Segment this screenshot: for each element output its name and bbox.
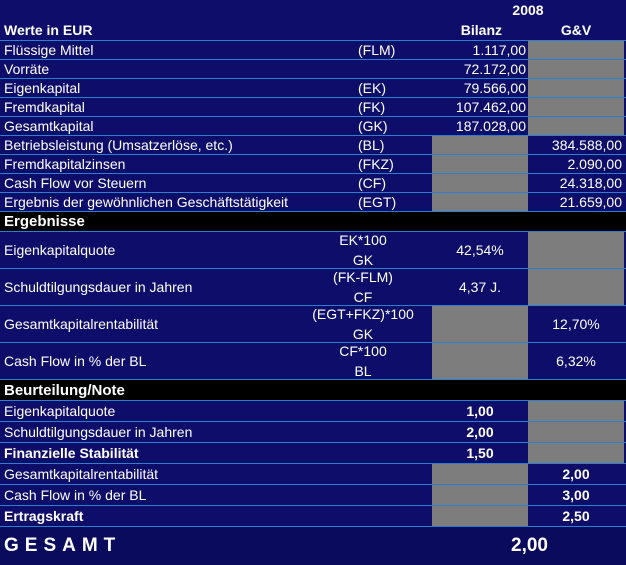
total-label: GESAMT — [4, 535, 122, 556]
guv-grade-cell[interactable] — [528, 401, 624, 421]
ratio-row — [0, 343, 626, 380]
row-label: Gesamtkapital — [4, 118, 94, 134]
guv-value-cell[interactable]: 21.659,00 — [559, 194, 622, 210]
section-header-beurteilung — [0, 380, 626, 401]
bilanz-value-cell[interactable]: 1.117,00 — [472, 42, 526, 58]
formula-denominator: BL — [354, 363, 372, 379]
grade-row — [0, 506, 626, 527]
header-columns-row — [0, 20, 626, 41]
guv-header: G&V — [560, 22, 592, 38]
grade-row — [0, 485, 626, 506]
bilanz-value-cell[interactable] — [432, 174, 528, 192]
row-abbreviation: (FKZ) — [358, 156, 394, 172]
data-row — [0, 155, 626, 174]
bilanz-result-cell[interactable] — [432, 343, 528, 379]
data-row — [0, 98, 626, 117]
formula-denominator: CF — [353, 289, 373, 305]
row-abbreviation: (FK) — [358, 99, 386, 115]
ratio-row — [0, 306, 626, 343]
bilanz-grade-cell[interactable] — [432, 464, 528, 484]
formula-numerator: CF*100 — [339, 343, 387, 359]
bilanz-result-cell[interactable] — [432, 306, 528, 342]
row-label: Fremdkapital — [4, 99, 85, 115]
guv-value-cell[interactable]: 384.588,00 — [551, 137, 622, 153]
bilanz-grade-cell[interactable]: 1,00 — [466, 403, 494, 419]
grade-row — [0, 422, 626, 443]
formula-numerator: (EGT+FKZ)*100 — [312, 306, 414, 322]
formula-denominator: GK — [352, 252, 374, 268]
guv-value-cell[interactable]: 24.318,00 — [559, 175, 622, 191]
row-label: Flüssige Mittel — [4, 42, 94, 58]
formula-fraction — [312, 269, 414, 305]
formula-numerator: EK*100 — [339, 232, 387, 248]
guv-value-cell[interactable] — [528, 60, 624, 78]
formula-denominator: GK — [352, 326, 374, 342]
data-row — [0, 117, 626, 136]
guv-value-cell[interactable] — [528, 79, 624, 97]
data-row — [0, 174, 626, 193]
ratio-label: Eigenkapitalquote — [4, 242, 116, 258]
ratio-label: Schuldtilgungsdauer in Jahren — [4, 279, 193, 295]
data-row — [0, 60, 626, 79]
row-abbreviation: (EK) — [358, 80, 386, 96]
grade-row — [0, 443, 626, 464]
unit-label: Werte in EUR — [4, 22, 93, 38]
data-row — [0, 136, 626, 155]
total-value[interactable]: 2,00 — [511, 535, 548, 556]
grade-label: Schuldtilgungsdauer in Jahren — [4, 424, 193, 440]
grade-row — [0, 464, 626, 485]
bilanz-value-cell[interactable]: 72.172,00 — [463, 61, 526, 77]
row-abbreviation: (BL) — [358, 137, 385, 153]
guv-value-cell[interactable]: 2.090,00 — [567, 156, 622, 172]
data-row — [0, 193, 626, 212]
data-row — [0, 41, 626, 60]
guv-grade-cell[interactable]: 2,00 — [562, 466, 590, 482]
bilanz-result-cell[interactable]: 42,54% — [456, 242, 504, 258]
grade-label: Ertragskraft — [4, 508, 84, 524]
bilanz-grade-cell[interactable] — [432, 506, 528, 526]
bilanz-grade-cell[interactable] — [432, 485, 528, 505]
header-year-row — [0, 0, 626, 20]
data-row — [0, 79, 626, 98]
guv-value-cell[interactable] — [528, 41, 624, 59]
section-title: Beurteilung/Note — [4, 381, 125, 399]
guv-result-cell[interactable] — [528, 269, 624, 305]
ratio-row — [0, 232, 626, 269]
guv-value-cell[interactable] — [528, 117, 624, 135]
grade-label: Gesamtkapitalrentabilität — [4, 466, 159, 482]
bilanz-value-cell[interactable] — [432, 193, 528, 211]
grade-label: Finanzielle Stabilität — [4, 445, 139, 461]
bilanz-value-cell[interactable]: 187.028,00 — [455, 118, 526, 134]
row-abbreviation: (FLM) — [358, 42, 396, 58]
formula-fraction — [312, 232, 414, 268]
row-label: Fremdkapitalzinsen — [4, 156, 126, 172]
guv-result-cell[interactable] — [528, 232, 624, 268]
guv-result-cell[interactable]: 6,32% — [556, 353, 596, 369]
formula-numerator: (FK-FLM) — [333, 269, 393, 285]
bilanz-value-cell[interactable]: 107.462,00 — [455, 99, 526, 115]
row-label: Betriebsleistung (Umsatzerlöse, etc.) — [4, 137, 233, 153]
grade-label: Eigenkapitalquote — [4, 403, 116, 419]
formula-fraction — [312, 343, 414, 379]
row-abbreviation: (GK) — [358, 118, 388, 134]
guv-value-cell[interactable] — [528, 98, 624, 116]
guv-grade-cell[interactable] — [528, 443, 624, 463]
bilanz-grade-cell[interactable]: 2,00 — [466, 424, 494, 440]
guv-grade-cell[interactable] — [528, 422, 624, 442]
formula-fraction — [312, 306, 414, 342]
bilanz-grade-cell[interactable]: 1,50 — [466, 445, 494, 461]
row-abbreviation: (CF) — [358, 175, 386, 191]
bilanz-header: Bilanz — [460, 22, 502, 38]
bilanz-result-cell[interactable]: 4,37 J. — [458, 279, 502, 295]
ratio-label: Gesamtkapitalrentabilität — [4, 316, 159, 332]
section-header-ergebnisse — [0, 212, 626, 232]
ratio-label: Cash Flow in % der BL — [4, 353, 147, 369]
grade-row — [0, 401, 626, 422]
row-label: Ergebnis der gewöhnlichen Geschäftstätigkeit — [4, 194, 289, 210]
grade-label: Cash Flow in % der BL — [4, 487, 147, 503]
section-title: Ergebnisse — [4, 213, 85, 230]
bilanz-value-cell[interactable]: 79.566,00 — [463, 80, 526, 96]
guv-grade-cell[interactable]: 3,00 — [562, 487, 590, 503]
guv-result-cell[interactable]: 12,70% — [552, 316, 600, 332]
bilanz-value-cell[interactable] — [432, 155, 528, 173]
row-label: Cash Flow vor Steuern — [4, 175, 147, 191]
guv-grade-cell[interactable]: 2,50 — [562, 508, 590, 524]
row-label: Eigenkapital — [4, 80, 81, 96]
ratio-row — [0, 269, 626, 306]
bilanz-value-cell[interactable] — [432, 136, 528, 154]
row-abbreviation: (EGT) — [358, 194, 397, 210]
year-header: 2008 — [512, 2, 544, 18]
total-row — [0, 527, 626, 565]
row-label: Vorräte — [4, 61, 50, 77]
